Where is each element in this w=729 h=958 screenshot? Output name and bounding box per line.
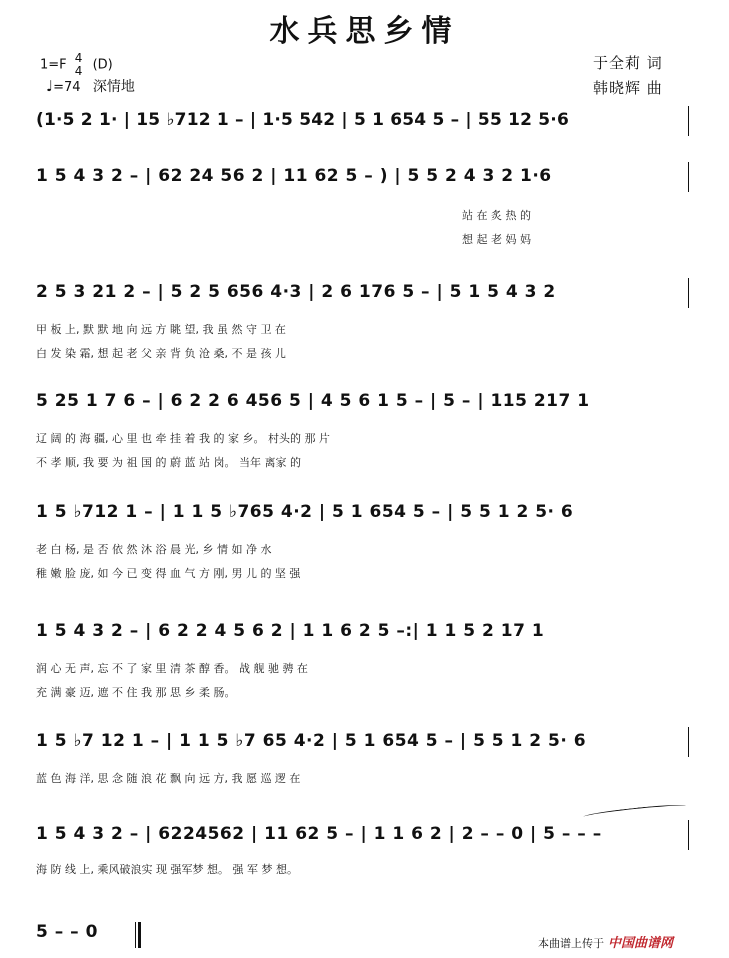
lyric-line-4a: 老 白 杨, 是 否 依 然 沐 浴 晨 光, 乡 情 如 净 水 — [36, 543, 272, 556]
footer-credit — [538, 932, 673, 951]
score-row-notes: 1 5 4 3 2 – | 6224562 | 11 62 5 – | 1 1 6 2 | 2 – – 0 | 5 – – – — [36, 824, 602, 844]
score-row-notes: 1 5 4 3 2 – | 62 24 56 2 | 11 62 5 – ) | 5 5 2 4 3 2 1·6 — [36, 166, 552, 186]
lyric-line-4b: 稚 嫩 脸 庞, 如 今 已 变 得 血 气 方 刚, 男 儿 的 坚 强 — [36, 567, 301, 580]
lyric-line-1b: 想 起 老 妈 妈 — [462, 233, 531, 246]
score-row-notes: 5 – – 0 — [36, 922, 98, 942]
time-signature — [75, 52, 83, 78]
score-row-notes: 1 5 4 3 2 – | 6 2 2 4 5 6 2 | 1 1 6 2 5 –:| 1 1 5 2 17 1 — [36, 621, 545, 641]
lyricist-credit: 于全莉 词 — [593, 54, 663, 72]
tempo-value: =74 — [53, 80, 81, 95]
score-row-notes: 1 5 ♭712 1 – | 1 1 5 ♭765 4·2 | 5 1 654 5 – | 5 5 1 2 5· 6 — [36, 502, 574, 522]
score-row-notes: 1 5 ♭7 12 1 – | 1 1 5 ♭7 65 4·2 | 5 1 654 5 – | 5 5 1 2 5· 6 — [36, 731, 587, 751]
tempo-marking — [46, 76, 135, 96]
score-row-notes: 2 5 3 21 2 – | 5 2 5 656 4·3 | 2 6 176 5 – | 5 1 5 4 3 2 — [36, 282, 556, 302]
lyric-line-3b: 不 孝 顺, 我 要 为 祖 国 的 蔚 蓝 站 岗。 当年 离家 的 — [36, 456, 301, 469]
expression-mark: 深情地 — [92, 79, 135, 95]
score-row-3 — [36, 282, 696, 308]
time-denominator: 4 — [74, 64, 83, 78]
lyric-line-2b: 白 发 染 霜, 想 起 老 父 亲 背 负 沧 桑, 不 是 孩 儿 — [36, 347, 286, 360]
barline — [688, 162, 689, 192]
barline — [688, 727, 689, 757]
score-row-6 — [36, 621, 696, 647]
composer-credit: 韩晓辉 曲 — [593, 79, 663, 97]
score-row-notes: 5 25 1 7 6 – | 6 2 2 6 456 5 | 4 5 6 1 5 – | 5 – | 115 217 1 — [36, 391, 590, 411]
song-title: 水兵思乡情 — [269, 14, 460, 49]
lyric-line-2a: 甲 板 上, 默 默 地 向 远 方 眺 望, 我 虽 然 守 卫 在 — [36, 323, 286, 336]
tie-slur — [583, 803, 686, 821]
quarter-note-icon: ♩ — [46, 77, 54, 95]
site-logo[interactable] — [608, 932, 673, 951]
barline — [688, 820, 689, 850]
key-label: 1=F — [40, 57, 67, 73]
lyric-line-5b: 充 满 豪 迈, 遮 不 住 我 那 思 乡 柔 肠。 — [36, 686, 236, 699]
lyric-line-5a: 润 心 无 声, 忘 不 了 家 里 清 茶 醇 香。 战 舰 驰 骋 在 — [36, 662, 308, 675]
lyric-line-7: 海 防 线 上, 乘风破浪实 现 强军梦 想。 强 军 梦 想。 — [36, 863, 298, 876]
alt-key-label: (D) — [92, 57, 113, 73]
barline — [688, 106, 689, 136]
lyric-line-3a: 辽 阔 的 海 疆, 心 里 也 牵 挂 着 我 的 家 乡。 村头的 那 片 — [36, 432, 330, 445]
score-row-8 — [36, 824, 696, 850]
lyric-line-1a: 站 在 炙 热 的 — [462, 209, 531, 222]
score-row-2 — [36, 166, 696, 192]
score-row-5 — [36, 502, 696, 528]
time-numerator: 4 — [74, 51, 83, 65]
lyric-line-6: 蓝 色 海 洋, 思 念 随 浪 花 飘 向 远 方, 我 愿 巡 逻 在 — [36, 772, 301, 785]
score-row-7 — [36, 731, 696, 757]
footer-text: 本曲谱上传于 — [538, 937, 604, 950]
score-row-4 — [36, 391, 696, 417]
score-row-notes: (1·5 2 1· | 15 ♭712 1 – | 1·5 542 | 5 1 654 5 – | 55 12 5·6 — [36, 110, 569, 130]
site-logo-text: 中国曲谱网 — [608, 936, 674, 951]
barline — [688, 278, 689, 308]
key-signature — [40, 52, 113, 78]
final-barline — [135, 922, 141, 948]
score-row-1 — [36, 110, 696, 136]
